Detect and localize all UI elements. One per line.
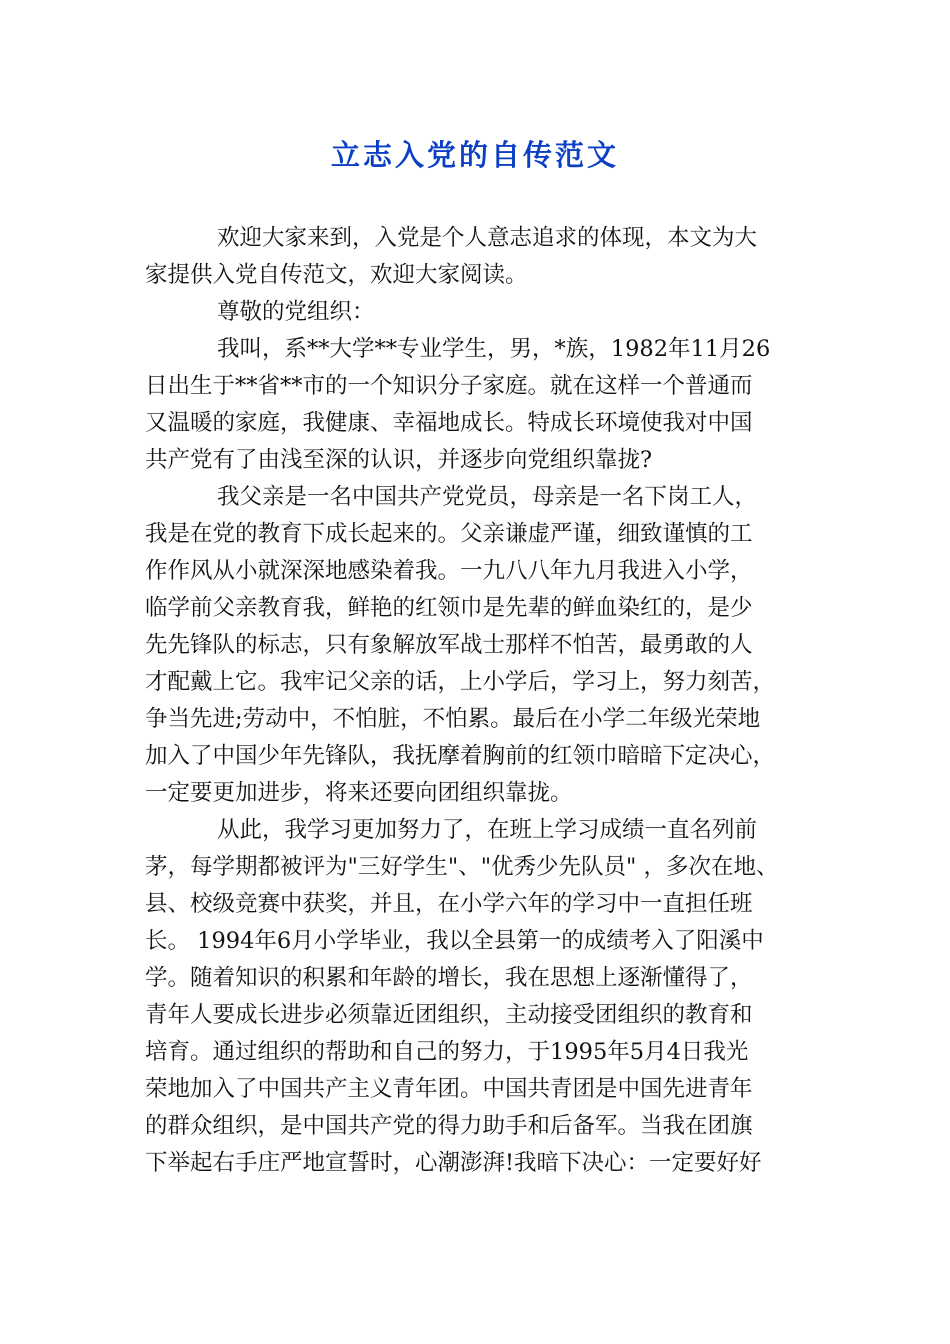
- document-body: [145, 220, 815, 1182]
- body-line: 青年人要成长进步必须靠近团组织，主动接受团组织的教育和: [145, 1002, 753, 1028]
- body-line: 茅，每学期都被评为"三好学生"、"优秀少先队员" ，多次在地、: [145, 854, 779, 880]
- body-line: 荣地加入了中国共产主义青年团。中国共青团是中国先进青年: [145, 1076, 753, 1102]
- body-line: 学。随着知识的积累和年龄的增长，我在思想上逐渐懂得了，: [145, 965, 753, 991]
- body-line: 才配戴上它。我牢记父亲的话，上小学后，学习上，努力刻苦，: [145, 669, 776, 695]
- body-line: 争当先进;劳动中，不怕脏，不怕累。最后在小学二年级光荣地: [145, 706, 761, 732]
- body-line: 一定要更加进步，将来还要向团组织靠拢。: [145, 780, 573, 806]
- body-line: 作作风从小就深深地感染着我。一九八八年九月我进入小学，: [145, 558, 753, 584]
- body-line: 我是在党的教育下成长起来的。父亲谦虚严谨，细致谨慎的工: [145, 521, 753, 547]
- salutation: 尊敬的党组织：: [217, 299, 375, 325]
- body-line: 长。 1994年6月小学毕业，我以全县第一的成绩考入了阳溪中: [145, 928, 764, 954]
- body-line: 共产党有了由浅至深的认识，并逐步向党组织靠拢?: [145, 447, 653, 473]
- body-line: 家提供入党自传范文，欢迎大家阅读。: [145, 262, 528, 288]
- body-line: 欢迎大家来到，入党是个人意志追求的体现，本文为大: [217, 225, 758, 251]
- body-line: 从此，我学习更加努力了，在班上学习成绩一直名列前: [217, 817, 758, 843]
- body-line: 临学前父亲教育我，鲜艳的红领巾是先辈的鲜血染红的，是少: [145, 595, 753, 621]
- body-line: 又温暖的家庭，我健康、幸福地成长。特成长环境使我对中国: [145, 410, 753, 436]
- body-line: 我父亲是一名中国共产党党员，母亲是一名下岗工人，: [217, 484, 758, 510]
- body-line: 先先锋队的标志，只有象解放军战士那样不怕苦，最勇敢的人: [145, 632, 753, 658]
- body-line: 的群众组织，是中国共产党的得力助手和后备军。当我在团旗: [145, 1113, 753, 1139]
- body-line: 日出生于**省**市的一个知识分子家庭。就在这样一个普通而: [145, 373, 753, 399]
- body-line: 培育。通过组织的帮助和自己的努力，于1995年5月4日我光: [145, 1039, 749, 1065]
- body-line: 下举起右手庄严地宣誓时，心潮澎湃!我暗下决心：一定要好好: [145, 1150, 762, 1176]
- body-line: 加入了中国少年先锋队，我抚摩着胸前的红领巾暗暗下定决心，: [145, 743, 776, 769]
- document-title: 立志入党的自传范文: [330, 138, 619, 172]
- body-line: 我叫，系**大学**专业学生，男，*族，1982年11月26: [217, 336, 771, 362]
- body-line: 县、校级竞赛中获奖，并且，在小学六年的学习中一直担任班: [145, 891, 753, 917]
